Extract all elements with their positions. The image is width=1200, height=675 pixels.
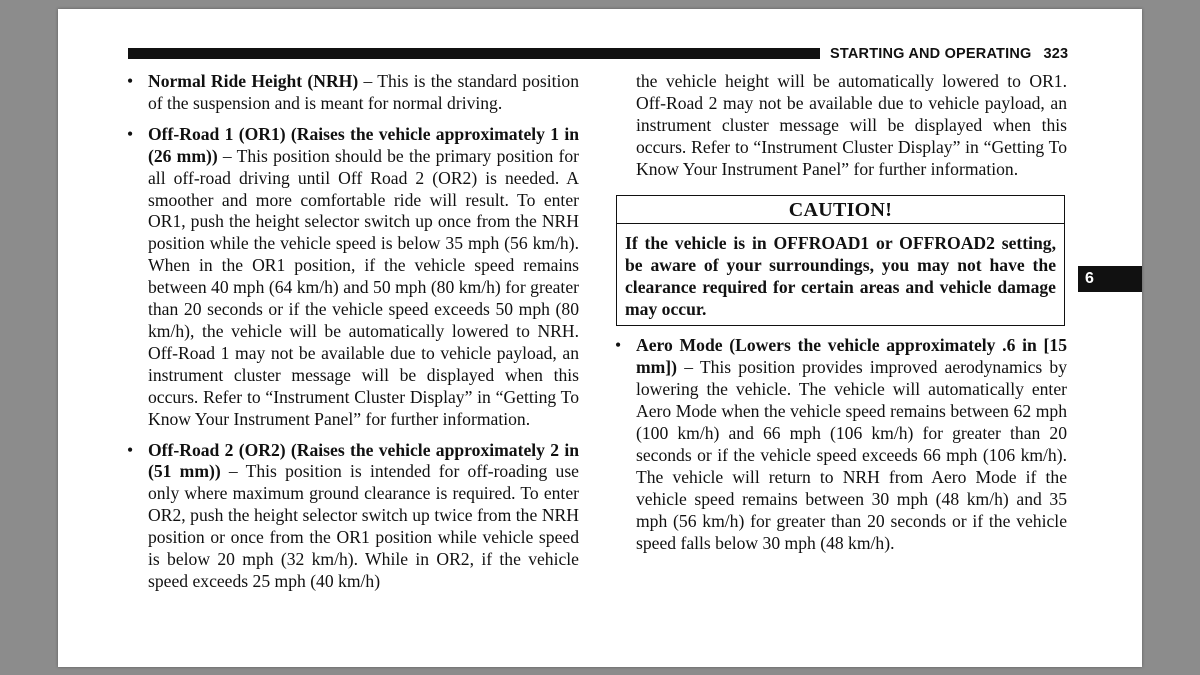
or2-text: – This position is intended for off-roading use only where maximum ground clearance is required. To enter OR2, push the height selector switch up twice from the NRH position or once from the OR1 position while vehicle speed is below 20 mph (32 km/h). While in OR2, if the vehicle speed exceeds 25 mph (40 km/h) xyxy=(148,461,579,591)
or2-title: Off-Road 2 (OR2) (Raises the vehicle approximately 2 in (51 mm)) xyxy=(148,439,579,482)
continuation-paragraph: the vehicle height will be automatically lowered to OR1. Off-Road 2 may not be available due to vehicle payload, an instrument cluster message will be displayed when this occurs. Refer to “Instrument Cluster Display” in “Getting To Know Your Instrument Panel” for further information. xyxy=(636,71,1067,179)
running-header xyxy=(830,46,1068,62)
aero-title: Aero Mode (Lowers the vehicle approximately .6 in [15 mm]) xyxy=(636,335,1067,378)
caution-text: If the vehicle is in OFFROAD1 or OFFROAD2 setting, be aware of your surroundings, you may not have the clearance required for certain areas and vehicle damage may occur. xyxy=(625,233,1056,320)
caution-box xyxy=(616,195,1065,327)
nrh-text: – This is the standard position of the suspension and is meant for normal driving. xyxy=(148,71,579,113)
header-rule xyxy=(128,48,820,59)
nrh-title: Normal Ride Height (NRH) xyxy=(148,71,359,91)
page-number: 323 xyxy=(1043,46,1069,62)
list-item-nrh xyxy=(148,71,579,115)
section-title: STARTING AND OPERATING xyxy=(830,46,1032,62)
left-column xyxy=(148,71,579,602)
caution-title: CAUTION! xyxy=(617,196,1064,225)
list-item-or2 xyxy=(148,440,579,593)
or1-text: – This position should be the primary position for all off-road driving until Off Road 2 (OR2) is needed. A smoother and more comfortable ride will result. To enter OR1, push the height selector switch up once from the NRH position while the vehicle speed is below 35 mph (56 km/h). When in the OR1 position, if the vehicle speed remains between 40 mph (64 km/h) and 50 mph (80 km/h) for greater than 20 seconds or if the vehicle speed exceeds 50 mph (80 km/h), the vehicle will be automatically lowered to NRH. Off-Road 1 may not be available due to vehicle payload, an instrument cluster message will be displayed when this occurs. Refer to “Instrument Cluster Display” in “Getting To Know Your Instrument Panel” for further information. xyxy=(148,145,579,429)
right-column xyxy=(625,71,1067,564)
list-item-or1 xyxy=(148,124,579,431)
aero-text: – This position provides improved aerodynamics by lowering the vehicle. The vehicle will automatically enter Aero Mode when the vehicle speed remains between 62 mph (100 km/h) and 66 mph (106 km/h) for greater than 20 seconds or if the vehicle speed exceeds 66 mph (106 km/h). The vehicle will return to NRH from Aero Mode if the vehicle speed remains between 30 mph (48 km/h) and 35 mph (56 km/h) for greater than 20 seconds or if the vehicle speed falls below 30 mph (48 km/h). xyxy=(636,357,1067,553)
chapter-tab: 6 xyxy=(1078,266,1142,292)
list-item-aero xyxy=(636,335,1067,554)
or1-title: Off-Road 1 (OR1) (Raises the vehicle approximately 1 in (26 mm)) xyxy=(148,123,579,166)
